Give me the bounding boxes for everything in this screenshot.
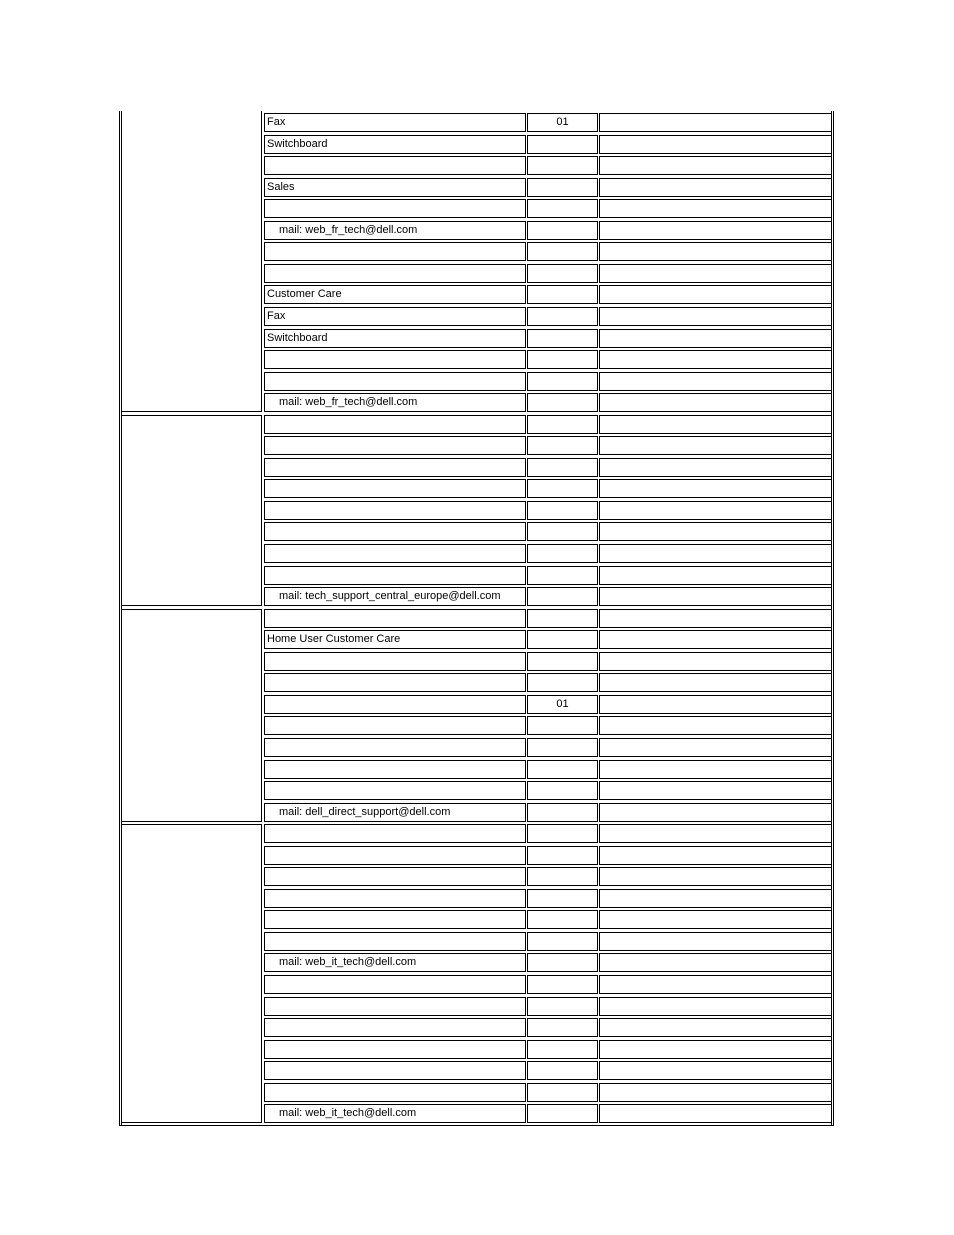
service-name-cell: mail: web_fr_tech@dell.com <box>264 221 526 240</box>
phone-number-cell <box>599 1040 832 1059</box>
phone-number-cell <box>599 1104 832 1123</box>
service-name-cell <box>264 609 526 628</box>
phone-number-cell <box>599 609 832 628</box>
service-name-cell <box>264 781 526 800</box>
phone-number-cell <box>599 630 832 649</box>
service-name-cell <box>264 932 526 951</box>
area-code-cell <box>527 889 598 908</box>
area-code-cell <box>527 566 598 585</box>
phone-number-cell <box>599 953 832 972</box>
phone-number-cell <box>599 587 832 606</box>
area-code-cell <box>527 1018 598 1037</box>
area-code-cell <box>527 479 598 498</box>
service-name-cell <box>264 716 526 735</box>
area-code-cell <box>527 716 598 735</box>
service-name-cell <box>264 1083 526 1102</box>
area-code-cell <box>527 910 598 929</box>
service-name-cell: Fax <box>264 113 526 132</box>
area-code-cell <box>527 221 598 240</box>
country-name-cell <box>121 111 262 412</box>
phone-number-cell <box>599 716 832 735</box>
service-name-cell <box>264 522 526 541</box>
phone-number-cell <box>599 350 832 369</box>
phone-number-cell <box>599 889 832 908</box>
service-name-cell: Switchboard <box>264 329 526 348</box>
service-name-cell <box>264 695 526 714</box>
area-code-cell <box>527 824 598 843</box>
service-name-cell <box>264 889 526 908</box>
area-code-cell <box>527 264 598 283</box>
country-name-cell <box>121 824 262 1123</box>
phone-number-cell <box>599 329 832 348</box>
phone-number-cell <box>599 652 832 671</box>
area-code-cell <box>527 199 598 218</box>
area-code-cell: 01 <box>527 695 598 714</box>
area-code-cell <box>527 609 598 628</box>
phone-number-cell <box>599 135 832 154</box>
area-code-cell <box>527 760 598 779</box>
phone-number-cell <box>599 501 832 520</box>
area-code-cell <box>527 415 598 434</box>
area-code-cell <box>527 846 598 865</box>
service-name-cell: Fax <box>264 307 526 326</box>
service-name-cell <box>264 1018 526 1037</box>
phone-number-cell <box>599 372 832 391</box>
area-code-cell <box>527 997 598 1016</box>
phone-number-cell <box>599 1061 832 1080</box>
service-name-cell <box>264 242 526 261</box>
service-name-cell: Switchboard <box>264 135 526 154</box>
phone-number-cell <box>599 975 832 994</box>
service-name-cell <box>264 350 526 369</box>
phone-number-cell <box>599 760 832 779</box>
service-name-cell <box>264 652 526 671</box>
service-name-cell <box>264 479 526 498</box>
service-name-cell <box>264 910 526 929</box>
phone-number-cell <box>599 824 832 843</box>
service-name-cell <box>264 673 526 692</box>
service-name-cell <box>264 458 526 477</box>
phone-number-cell <box>599 803 832 822</box>
area-code-cell <box>527 458 598 477</box>
service-name-cell <box>264 156 526 175</box>
phone-number-cell <box>599 415 832 434</box>
area-code-cell <box>527 652 598 671</box>
phone-number-cell <box>599 1018 832 1037</box>
area-code-cell <box>527 867 598 886</box>
service-name-cell: mail: web_fr_tech@dell.com <box>264 393 526 412</box>
area-code-cell <box>527 242 598 261</box>
service-name-cell <box>264 372 526 391</box>
service-name-cell <box>264 501 526 520</box>
area-code-cell <box>527 501 598 520</box>
area-code-cell <box>527 587 598 606</box>
phone-number-cell <box>599 199 832 218</box>
area-code-cell <box>527 307 598 326</box>
area-code-cell <box>527 673 598 692</box>
service-name-cell <box>264 1040 526 1059</box>
service-name-cell <box>264 824 526 843</box>
phone-number-cell <box>599 458 832 477</box>
phone-number-cell <box>599 113 832 132</box>
service-name-cell: Sales <box>264 178 526 197</box>
service-name-cell: mail: tech_support_central_europe@dell.com <box>264 587 526 606</box>
area-code-cell <box>527 522 598 541</box>
area-code-cell <box>527 1083 598 1102</box>
phone-number-cell <box>599 932 832 951</box>
country-name-cell <box>121 609 262 822</box>
country-name-cell <box>121 415 262 606</box>
service-name-cell <box>264 566 526 585</box>
phone-number-cell <box>599 242 832 261</box>
area-code-cell <box>527 1104 598 1123</box>
phone-number-cell <box>599 522 832 541</box>
area-code-cell <box>527 738 598 757</box>
service-name-cell: mail: dell_direct_support@dell.com <box>264 803 526 822</box>
phone-number-cell <box>599 285 832 304</box>
service-name-cell <box>264 738 526 757</box>
service-name-cell: mail: web_it_tech@dell.com <box>264 953 526 972</box>
service-name-cell <box>264 760 526 779</box>
service-name-cell <box>264 997 526 1016</box>
phone-number-cell <box>599 178 832 197</box>
area-code-cell <box>527 544 598 563</box>
phone-number-cell <box>599 673 832 692</box>
phone-number-cell <box>599 156 832 175</box>
phone-number-cell <box>599 738 832 757</box>
area-code-cell <box>527 953 598 972</box>
service-name-cell <box>264 1061 526 1080</box>
service-name-cell <box>264 264 526 283</box>
phone-number-cell <box>599 910 832 929</box>
phone-number-cell <box>599 867 832 886</box>
phone-number-cell <box>599 479 832 498</box>
area-code-cell <box>527 1061 598 1080</box>
area-code-cell <box>527 135 598 154</box>
phone-number-cell <box>599 566 832 585</box>
service-name-cell <box>264 436 526 455</box>
phone-number-cell <box>599 695 832 714</box>
phone-number-cell <box>599 393 832 412</box>
service-name-cell <box>264 544 526 563</box>
area-code-cell <box>527 803 598 822</box>
area-code-cell <box>527 393 598 412</box>
service-name-cell: Customer Care <box>264 285 526 304</box>
area-code-cell <box>527 285 598 304</box>
phone-number-cell <box>599 1083 832 1102</box>
phone-number-cell <box>599 307 832 326</box>
area-code-cell: 01 <box>527 113 598 132</box>
service-name-cell <box>264 846 526 865</box>
phone-number-cell <box>599 781 832 800</box>
phone-number-cell <box>599 544 832 563</box>
area-code-cell <box>527 1040 598 1059</box>
area-code-cell <box>527 372 598 391</box>
phone-number-cell <box>599 221 832 240</box>
service-name-cell <box>264 199 526 218</box>
area-code-cell <box>527 156 598 175</box>
phone-number-cell <box>599 436 832 455</box>
area-code-cell <box>527 178 598 197</box>
area-code-cell <box>527 329 598 348</box>
area-code-cell <box>527 436 598 455</box>
area-code-cell <box>527 630 598 649</box>
phone-number-cell <box>599 997 832 1016</box>
phone-number-cell <box>599 264 832 283</box>
table-bottom-border <box>119 1125 834 1126</box>
area-code-cell <box>527 975 598 994</box>
service-name-cell: Home User Customer Care <box>264 630 526 649</box>
service-name-cell <box>264 867 526 886</box>
area-code-cell <box>527 781 598 800</box>
area-code-cell <box>527 932 598 951</box>
service-name-cell <box>264 975 526 994</box>
service-name-cell <box>264 415 526 434</box>
phone-number-cell <box>599 846 832 865</box>
area-code-cell <box>527 350 598 369</box>
service-name-cell: mail: web_it_tech@dell.com <box>264 1104 526 1123</box>
